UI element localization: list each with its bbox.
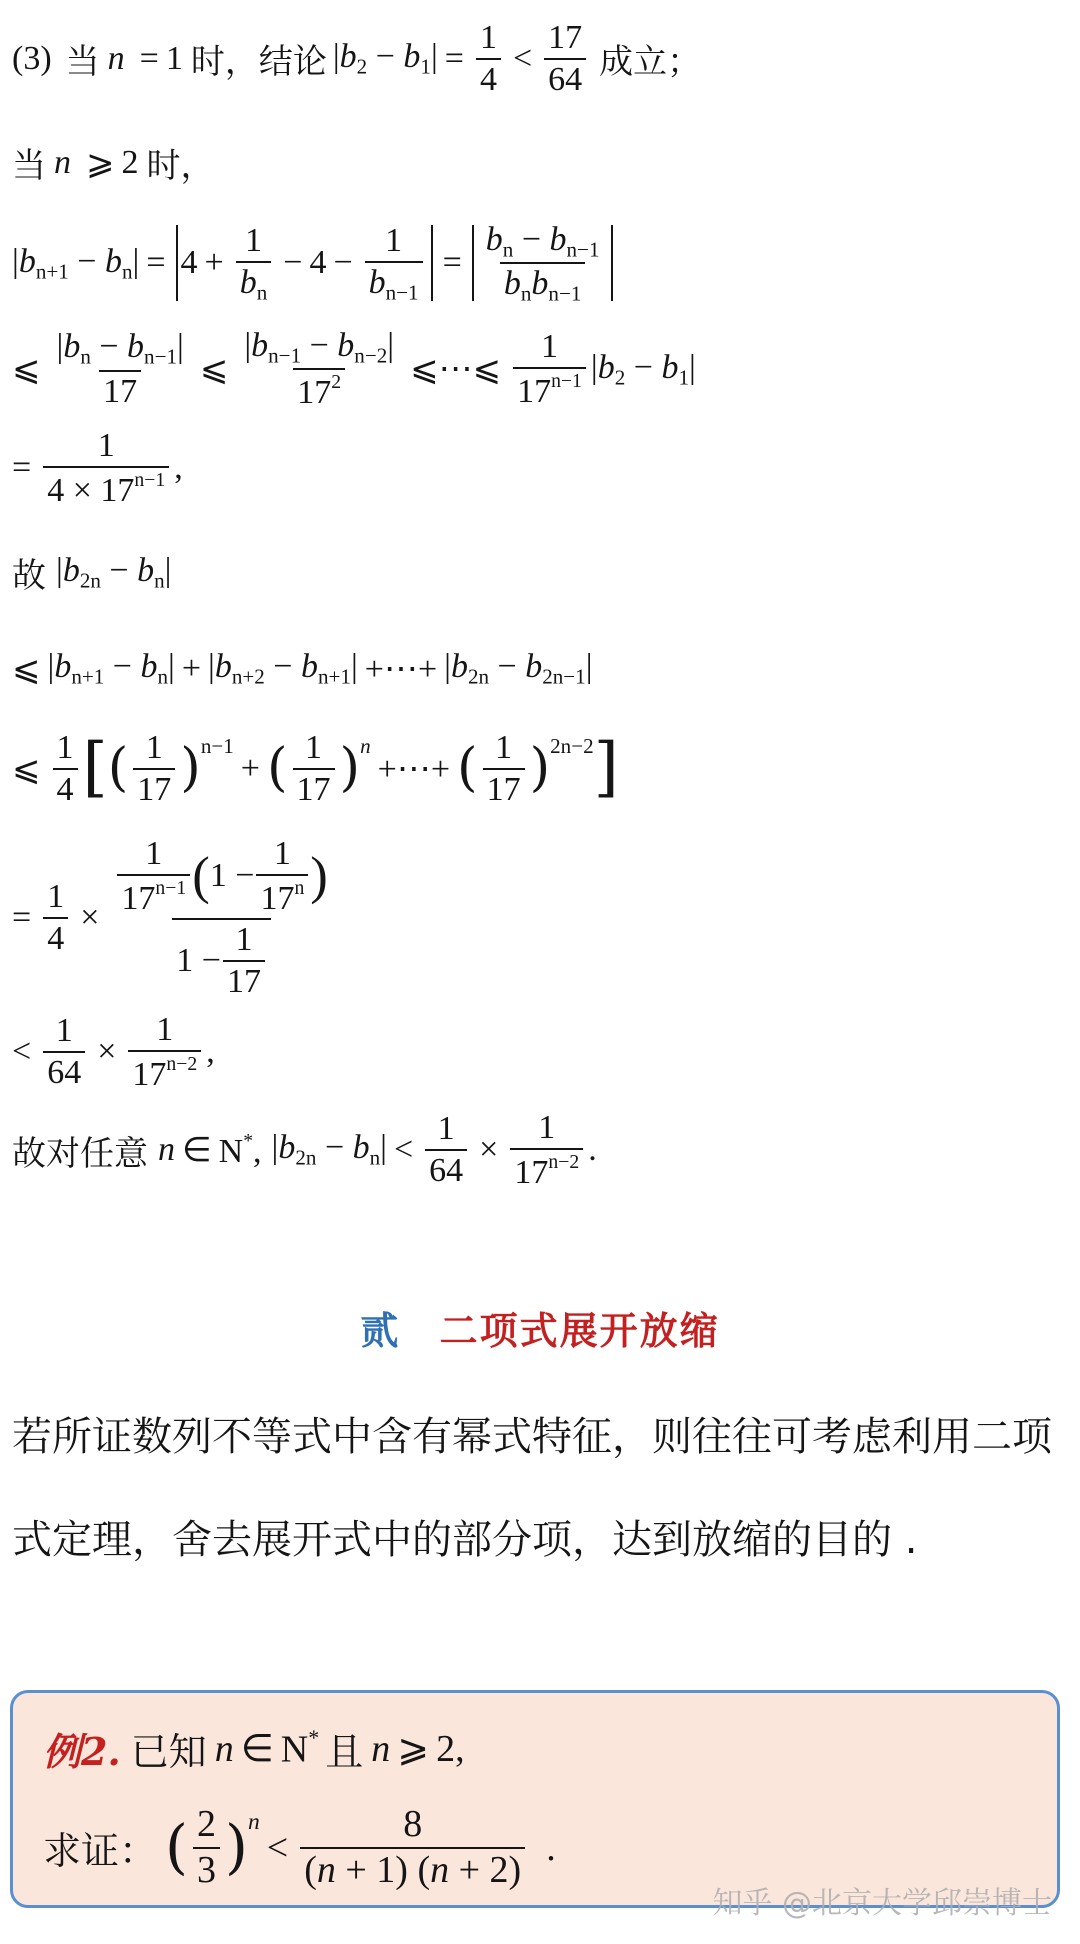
abs-expr: $|b_{2n} - b_n|$ <box>56 551 172 593</box>
text-time: 时， <box>146 146 215 186</box>
var-n: n <box>107 39 125 77</box>
plus-dots: +⋯+ <box>377 750 451 788</box>
final-conclusion <box>12 1110 597 1190</box>
geq-sign: ⩾ <box>397 1728 430 1770</box>
abs-expr: $|b_2 - b_1|$ <box>332 38 438 79</box>
fraction-8-product: $\frac{8}{(n + 1) (n + 2)}$ <box>300 1805 525 1891</box>
in-sign: ∈ <box>182 1132 212 1170</box>
var-n: n <box>54 143 71 181</box>
exponent: n <box>247 1809 260 1835</box>
fraction-geometric: $\frac{1}{17^{n-1}}$ ( 1 − $\frac{1}{17^n}$ ) 1 − $\frac{1}{17}$ <box>111 836 331 1000</box>
eq-sign: = <box>444 39 464 77</box>
fraction-1-17pow-n2: $\frac{1}{17^{n-2}}$ <box>510 1110 583 1190</box>
minus-sign: − <box>333 244 353 282</box>
right-paren: ) <box>225 1812 248 1882</box>
left-paren: ( <box>266 737 288 799</box>
fraction-1-bn-1: $\frac{1}{b_{n-1}}$ <box>365 223 423 303</box>
text-when: 当 <box>65 42 100 83</box>
example-given <box>43 1721 465 1776</box>
var-n: n <box>214 1727 234 1770</box>
fraction-1-4: $\frac{1}{4}$ <box>476 20 501 97</box>
right-paren: ) <box>339 737 361 799</box>
text-therefore-any: 故对任意 <box>12 1133 148 1174</box>
fraction-1-64: $\frac{1}{64}$ <box>43 1013 85 1090</box>
upper-bound <box>12 1012 215 1092</box>
paragraph-line-1: 若所证数列不等式中含有幂式特征，则往往可考虑利用二项 <box>12 1414 1052 1460</box>
natural-set: N* <box>280 1725 320 1771</box>
leq-sign: ⩽ <box>12 750 41 788</box>
eq-sign: = <box>12 449 32 487</box>
fraction-1-4x17pow: $\frac{1}{4 \times 17^{n-1}}$ <box>43 428 169 508</box>
plus-sign: + <box>240 749 260 787</box>
text-therefore: 故 <box>12 556 46 596</box>
equation-result <box>12 428 183 508</box>
lt-sign: < <box>393 1131 414 1169</box>
right-paren: ) <box>529 737 551 799</box>
section-heading <box>0 1300 1080 1355</box>
abs-bar <box>176 225 178 301</box>
right-paren: ) <box>180 737 201 799</box>
geometric-sum <box>12 730 619 807</box>
times-sign: × <box>97 1033 117 1071</box>
fraction-17-64: $\frac{17}{64}$ <box>544 20 586 97</box>
abs-term: $|b_{n+1} - b_n|$ <box>47 648 175 689</box>
comma: , <box>174 449 183 487</box>
text-conclusion: 时，结论 <box>190 42 327 83</box>
therefore-line <box>12 548 171 597</box>
abs-expr: $|b_{n+1} - b_n|$ <box>12 242 140 284</box>
times-sign: × <box>80 898 100 936</box>
left-bracket: [ <box>82 730 108 806</box>
sum-formula <box>12 836 337 1000</box>
lt-sign: < <box>266 1826 289 1869</box>
section-number: 贰 <box>360 1309 399 1353</box>
fraction-1-4: $\frac{1}{4}$ <box>43 879 68 956</box>
text-prove: 求证： <box>43 1829 158 1874</box>
period: . <box>588 1131 597 1169</box>
abs-expr: $|b_{2n} - b_n|$ <box>271 1129 387 1170</box>
leq-dots: ⩽⋯⩽ <box>410 351 502 389</box>
fraction-1-4: $\frac{1}{4}$ <box>53 730 78 807</box>
plus-sign: + <box>204 244 224 282</box>
fraction-1-17: $\frac{1}{17}$ <box>483 730 525 807</box>
left-paren: ( <box>107 737 129 799</box>
abs-bar <box>611 225 613 301</box>
exponent: n−1 <box>200 734 234 758</box>
eq-sign: = <box>442 244 462 282</box>
fraction-diff-product: $\frac{b_n - b_{n-1}}{b_nb_{n-1}}$ <box>485 221 600 306</box>
fraction-diff-17sq: $\frac{|b_{n-1} - b_{n-2}|}{17^2}$ <box>244 327 395 412</box>
exponent: n <box>360 734 371 758</box>
abs-bar <box>431 225 433 301</box>
eq-sign: = <box>146 244 166 282</box>
fraction-1-17pow-n2: $\frac{1}{17^{n-2}}$ <box>128 1012 201 1092</box>
fraction-1-bn: $\frac{1}{b_n}$ <box>236 223 272 303</box>
minus-sign: − <box>283 244 303 282</box>
text-given: 已知 <box>130 1730 207 1774</box>
example-label: 例2. <box>43 1729 121 1774</box>
lt-sign: < <box>512 39 533 77</box>
exponent: 2n−2 <box>550 734 594 758</box>
fraction-2-3: $\frac{2}{3}$ <box>193 1805 220 1891</box>
plus-dots: +⋯+ <box>364 650 438 688</box>
num-1: 1 <box>165 39 183 77</box>
triangle-inequality <box>12 648 593 689</box>
example-prove <box>43 1805 556 1891</box>
num-4: 4 <box>180 244 198 282</box>
right-bracket: ] <box>593 730 619 806</box>
geq-sign: ⩾ <box>86 144 115 182</box>
eq-sign: = <box>139 39 159 77</box>
text-and: 且 <box>325 1730 364 1774</box>
lt-sign: < <box>12 1033 32 1071</box>
left-paren: ( <box>457 737 478 799</box>
part3-case-n1 <box>12 20 701 97</box>
abs-expr: $|b_2 - b_1|$ <box>590 348 696 390</box>
num-4: 4 <box>309 244 327 282</box>
num-2: 2 <box>121 143 139 181</box>
natural-set: N*, <box>218 1129 262 1170</box>
plus-sign: + <box>181 649 202 687</box>
abs-term: $|b_{n+2} - b_{n+1}|$ <box>208 648 358 689</box>
paragraph-line-2: 式定理，舍去展开式中的部分项，达到放缩的目的 . <box>12 1517 918 1563</box>
section-title-text: 二项式展开放缩 <box>439 1309 720 1353</box>
equation-chain <box>12 328 696 411</box>
abs-bar <box>472 225 474 301</box>
leq-sign: ⩽ <box>199 351 229 389</box>
fraction-1-17pow: $\frac{1}{17^{n-1}}$ <box>513 329 586 409</box>
text-when: 当 <box>12 146 46 186</box>
var-n: n <box>158 1131 175 1169</box>
num-2: 2, <box>436 1727 465 1770</box>
var-n: n <box>371 1727 391 1770</box>
in-sign: ∈ <box>240 1728 274 1770</box>
period: . <box>546 1826 556 1869</box>
abs-term: $|b_{2n} - b_{2n-1}|$ <box>444 648 593 689</box>
times-sign: × <box>479 1131 499 1169</box>
comma: , <box>206 1033 215 1071</box>
fraction-1-64: $\frac{1}{64}$ <box>425 1111 467 1188</box>
leq-sign: ⩽ <box>12 650 41 688</box>
fraction-1-17: $\frac{1}{17}$ <box>133 730 175 807</box>
eq-sign: = <box>12 898 32 936</box>
fraction-1-17: $\frac{1}{17}$ <box>293 730 335 807</box>
leq-sign: ⩽ <box>12 351 41 389</box>
example-box <box>10 1690 1060 1908</box>
text-established: 成立； <box>599 42 702 83</box>
watermark: 知乎 @北京大学邱崇博士 <box>712 1886 1052 1921</box>
equation-difference <box>12 222 616 305</box>
part-label: (3) <box>12 39 52 77</box>
part3-case-n2 <box>12 138 215 187</box>
left-paren: ( <box>165 1812 188 1882</box>
fraction-diff-17: $\frac{|b_n - b_{n-1}|}{17}$ <box>56 328 184 410</box>
